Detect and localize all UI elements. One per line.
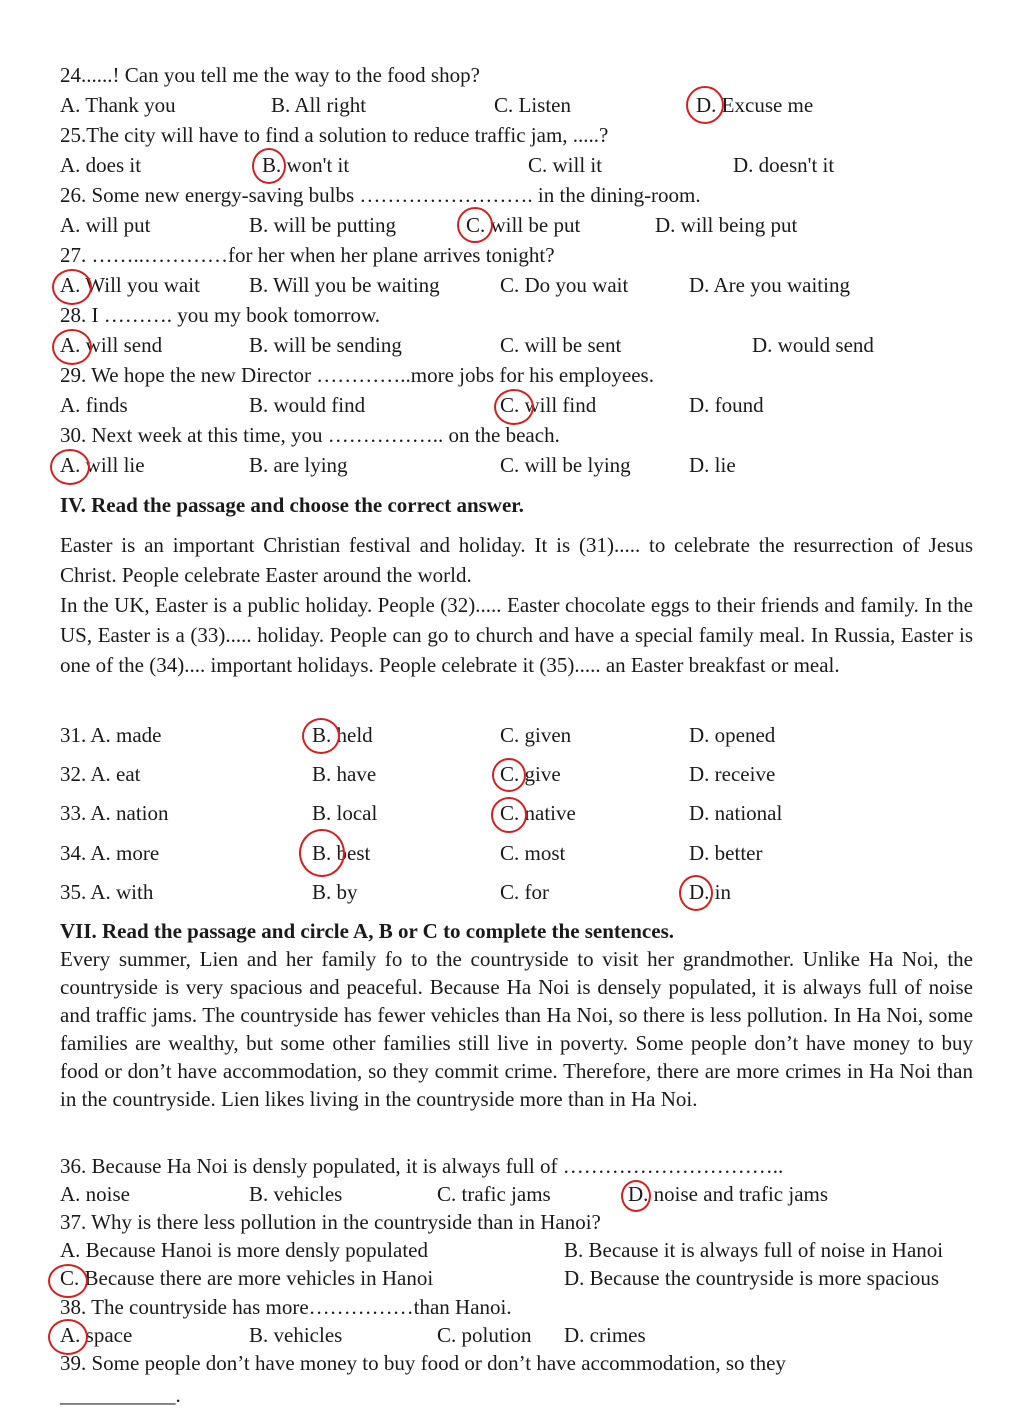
q38-option-c[interactable]: C. polution bbox=[437, 1323, 532, 1347]
q28-option-b[interactable]: B. will be sending bbox=[249, 333, 402, 357]
q25-option-a[interactable]: A. does it bbox=[60, 153, 142, 177]
section-vii-heading: VII. Read the passage and circle A, B or C to complete the sentences. bbox=[60, 919, 674, 943]
question-26-stem: 26. Some new energy-saving bulbs ……………………. in the dining-room. bbox=[60, 183, 701, 207]
q27-option-c[interactable]: C. Do you wait bbox=[500, 273, 629, 297]
q31-option-d[interactable]: D. opened bbox=[689, 723, 776, 747]
q28-option-c[interactable]: C. will be sent bbox=[500, 333, 622, 357]
q37-option-c[interactable]: C. Because there are more vehicles in Hanoi bbox=[60, 1266, 434, 1290]
q36-option-a[interactable]: A. noise bbox=[60, 1182, 130, 1206]
q32-option-c[interactable]: C. give bbox=[500, 762, 561, 786]
q35-option-c[interactable]: C. for bbox=[500, 880, 549, 904]
q35-option-a[interactable]: 35. A. with bbox=[60, 880, 154, 904]
q34-option-a[interactable]: 34. A. more bbox=[60, 841, 160, 865]
q26-option-c[interactable]: C. will be put bbox=[466, 213, 581, 237]
q27-option-d[interactable]: D. Are you waiting bbox=[689, 273, 850, 297]
q31-option-a[interactable]: 31. A. made bbox=[60, 723, 162, 747]
q24-option-b[interactable]: B. All right bbox=[271, 93, 367, 117]
q34-option-c[interactable]: C. most bbox=[500, 841, 566, 865]
q34-option-b[interactable]: B. best bbox=[312, 841, 371, 865]
question-36-stem: 36. Because Ha Noi is densly populated, it is always full of ………………………….. bbox=[60, 1154, 784, 1178]
q36-option-d[interactable]: D. noise and trafic jams bbox=[628, 1182, 829, 1206]
q33-option-a[interactable]: 33. A. nation bbox=[60, 801, 169, 825]
q27-option-b[interactable]: B. Will you be waiting bbox=[249, 273, 440, 297]
q31-option-c[interactable]: C. given bbox=[500, 723, 572, 747]
q29-option-a[interactable]: A. finds bbox=[60, 393, 128, 417]
q32-option-a[interactable]: 32. A. eat bbox=[60, 762, 141, 786]
q32-option-b[interactable]: B. have bbox=[312, 762, 377, 786]
question-30-stem: 30. Next week at this time, you …………….. on the beach. bbox=[60, 423, 560, 447]
q37-option-b[interactable]: B. Because it is always full of noise in Hanoi bbox=[564, 1238, 944, 1262]
q38-option-b[interactable]: B. vehicles bbox=[249, 1323, 343, 1347]
q31-option-b[interactable]: B. held bbox=[312, 723, 373, 747]
q34-option-d[interactable]: D. better bbox=[689, 841, 763, 865]
q26-option-a[interactable]: A. will put bbox=[60, 213, 151, 237]
q30-option-b[interactable]: B. are lying bbox=[249, 453, 348, 477]
q35-option-b[interactable]: B. by bbox=[312, 880, 358, 904]
q35-option-d[interactable]: D. in bbox=[689, 880, 731, 904]
question-28-stem: 28. I ………. you my book tomorrow. bbox=[60, 303, 381, 327]
question-29-stem: 29. We hope the new Director …………..more jobs for his employees. bbox=[60, 363, 654, 387]
question-25-stem: 25.The city will have to find a solution to reduce traffic jam, .....? bbox=[60, 123, 609, 147]
q30-option-c[interactable]: C. will be lying bbox=[500, 453, 631, 477]
q37-option-a[interactable]: A. Because Hanoi is more densly populated bbox=[60, 1238, 428, 1262]
question-39-stem: 39. Some people don’t have money to buy food or don’t have accommodation, so they bbox=[60, 1351, 786, 1375]
q24-option-a[interactable]: A. Thank you bbox=[60, 93, 176, 117]
question-37-stem: 37. Why is there less pollution in the countryside than in Hanoi? bbox=[60, 1210, 601, 1234]
q27-option-a[interactable]: A. Will you wait bbox=[60, 273, 200, 297]
q26-option-b[interactable]: B. will be putting bbox=[249, 213, 396, 237]
q24-option-d[interactable]: D. Excuse me bbox=[696, 93, 814, 117]
q25-option-b[interactable]: B. won't it bbox=[262, 153, 350, 177]
q30-option-a[interactable]: A. will lie bbox=[60, 453, 145, 477]
question-38-stem: 38. The countryside has more……………than Hanoi. bbox=[60, 1295, 512, 1319]
easter-passage bbox=[60, 530, 973, 680]
q29-option-c[interactable]: C. will find bbox=[500, 393, 597, 417]
q29-option-b[interactable]: B. would find bbox=[249, 393, 366, 417]
q28-option-d[interactable]: D. would send bbox=[752, 333, 874, 357]
question-24-stem: 24......! Can you tell me the way to the food shop? bbox=[60, 63, 480, 87]
q25-option-c[interactable]: C. will it bbox=[528, 153, 603, 177]
q38-option-a[interactable]: A. space bbox=[60, 1323, 133, 1347]
q36-option-b[interactable]: B. vehicles bbox=[249, 1182, 343, 1206]
q33-option-c[interactable]: C. native bbox=[500, 801, 576, 825]
q36-option-c[interactable]: C. trafic jams bbox=[437, 1182, 551, 1206]
q37-option-d[interactable]: D. Because the countryside is more spacious bbox=[564, 1266, 939, 1290]
answer-blank[interactable]: ___________. bbox=[60, 1383, 181, 1407]
easter-paragraph-1: Easter is an important Christian festival and holiday. It is (31)..... to celebrate the resurrection of Jesus Christ. People celebrate Easter around the world. bbox=[60, 533, 973, 587]
question-27-stem: 27. ……..…………for her when her plane arrives tonight? bbox=[60, 243, 555, 267]
countryside-paragraph: Every summer, Lien and her family fo to the countryside to visit her grandmother. Unlike Ha Noi, the countryside is very spacious and peaceful. Because Ha Noi is densely populated, it is always full of noise and traffic jams. The countryside has fewer vehicles than Ha Noi, so there is less pollution. In Ha Noi, some families are wealthy, but some other families still live in poverty. Some people don’t have money to buy food or don’t have accommodation, so they commit crime. Therefore, there are more crimes in Ha Noi than in the countryside. Lien likes living in the countryside more than in Ha Noi. bbox=[60, 947, 973, 1111]
easter-paragraph-2: In the UK, Easter is a public holiday. People (32)..... Easter chocolate eggs to their friends and family. In the US, Easter is a (33)..... holiday. People can go to church and have a special family meal. In Russia, Easter is one of the (34).... important holidays. People celebrate it (35)..... an Easter breakfast or meal. bbox=[60, 593, 973, 677]
q38-option-d[interactable]: D. crimes bbox=[564, 1323, 646, 1347]
q26-option-d[interactable]: D. will being put bbox=[655, 213, 798, 237]
q33-option-d[interactable]: D. national bbox=[689, 801, 783, 825]
countryside-passage bbox=[60, 945, 973, 1113]
section-iv-heading: IV. Read the passage and choose the correct answer. bbox=[60, 493, 524, 517]
q25-option-d[interactable]: D. doesn't it bbox=[733, 153, 835, 177]
q28-option-a[interactable]: A. will send bbox=[60, 333, 163, 357]
q33-option-b[interactable]: B. local bbox=[312, 801, 378, 825]
q30-option-d[interactable]: D. lie bbox=[689, 453, 736, 477]
q24-option-c[interactable]: C. Listen bbox=[494, 93, 571, 117]
q29-option-d[interactable]: D. found bbox=[689, 393, 764, 417]
q32-option-d[interactable]: D. receive bbox=[689, 762, 776, 786]
